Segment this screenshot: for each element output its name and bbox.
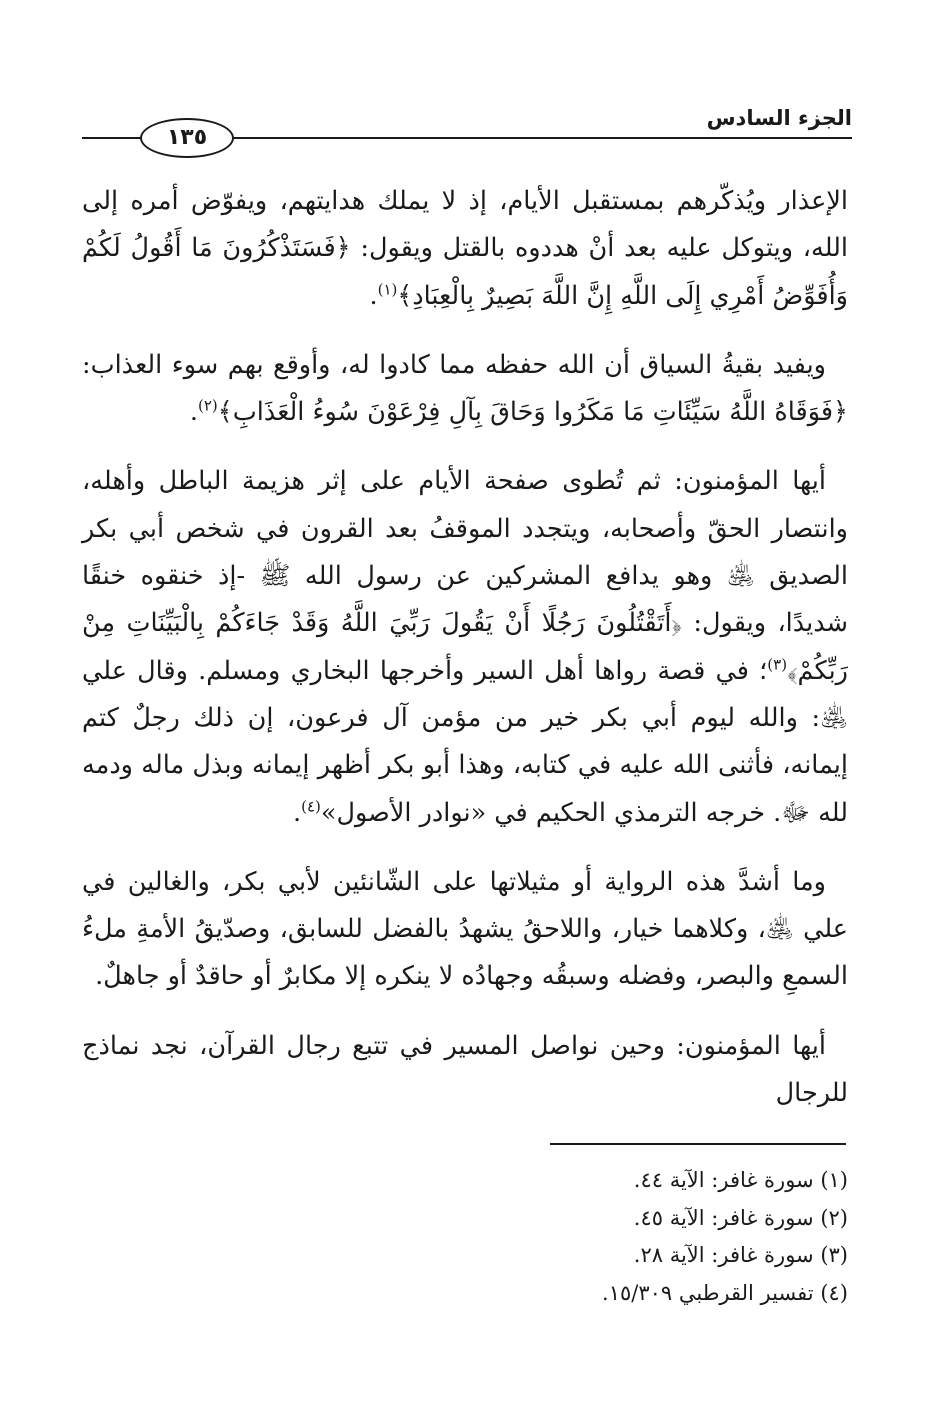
footnote-1: (١) سورة غافر: الآية ٤٤. xyxy=(633,1168,848,1192)
paragraph-text: أيها المؤمنون: ثم تُطوى صفحة الأيام على إثر هزيمة الباطل وأهله، وانتصار الحقّ وأصحابه، ويتجدد الموقفُ بعد القرون في شخص أبي بكر الصديق ﵁ وهو يدافع المشركين عن رسول الله ﷺ -إذ خنقوه خنقًا شديدًا، ويقول: xyxy=(82,466,848,639)
paragraph-text: ؛ في قصة رواها أهل السير وأخرجها البخاري ومسلم. وقال علي ﵁: والله ليوم أبي بكر خير من مؤمن آل فرعون، إن ذلك رجلٌ كتم إيمانه، فأثنى الله عليه في كتابه، وهذا أبو بكر أظهر إيمانه وبذل ماله ودمه لله ﷻ. خرجه الترمذي الحكيم في «نوادر الأصول» xyxy=(82,655,848,828)
footnote-ref: (٢) xyxy=(198,396,218,415)
running-title: الجزء السادس xyxy=(706,106,852,130)
page-header xyxy=(82,100,852,160)
paragraph-text: أيها المؤمنون: وحين نواصل المسير في تتبع رجال القرآن، نجد نماذج للرجال xyxy=(82,1030,848,1109)
paragraph-text: . xyxy=(189,397,198,428)
paragraph-text: الإعذار ويُذكّرهم بمستقبل الأيام، إذ لا يملك هدايتهم، ويفوّض أمره إلى الله، ويتوكل عليه بعد أنْ هددوه بالقتل ويقول: xyxy=(82,186,848,264)
paragraph-4 xyxy=(82,859,848,1001)
body-text xyxy=(82,178,848,1117)
footnotes xyxy=(248,1162,848,1312)
paragraph-5 xyxy=(82,1023,848,1118)
footnote-ref: (٣) xyxy=(767,655,788,674)
paragraph-text: ويفيد بقيةُ السياق أن الله حفظه مما كادوا له، وأوقع بهم سوء العذاب: xyxy=(82,349,826,380)
paragraph-1 xyxy=(82,178,848,320)
footnote-ref: (١) xyxy=(377,280,398,299)
quran-verse: ﴿فَسَتَذْكُرُونَ مَا أَقُولُ لَكُمْ وَأُفَوِّضُ أَمْرِي إِلَى اللَّهِ إِنَّ اللَّهَ بَصِيرٌ بِالْعِبَادِ﴾ xyxy=(82,233,848,311)
footnote-3: (٣) سورة غافر: الآية ٢٨. xyxy=(633,1243,848,1267)
footnote-2: (٢) سورة غافر: الآية ٤٥. xyxy=(633,1205,848,1230)
paragraph-text: . xyxy=(369,280,378,311)
footnote-4: (٤) تفسير القرطبي ١٥/٣٠٩. xyxy=(602,1280,848,1305)
page-number: ١٣٥ xyxy=(140,118,234,158)
quran-verse: ﴿فَوَقَاهُ اللَّهُ سَيِّئَاتِ مَا مَكَرُوا وَحَاقَ بِآلِ فِرْعَوْنَ سُوءُ الْعَذَابِ﴾ xyxy=(217,397,848,428)
quran-verse: ﴿أَتَقْتُلُونَ رَجُلًا أَنْ يَقُولَ رَبِّيَ اللَّهُ وَقَدْ جَاءَكُمْ بِالْبَيِّنَاتِ مِنْ رَبِّكُمْ﴾ xyxy=(82,608,848,686)
footnote-ref: (٤) xyxy=(301,797,321,816)
paragraph-text: وما أشدَّ هذه الرواية أو مثيلاتها على الشّانئين لأبي بكر، والغالين في علي ﵁، وكلاهما خيار، واللاحقُ يشهدُ بالفضل للسابق، وصدّيقُ الأمةِ ملءُ السمعِ والبصر، وفضله وسبقُه وجهادُه لا ينكره إلا مكابرٌ أو حاقدٌ أو جاهلٌ. xyxy=(82,866,848,992)
paragraph-text: . xyxy=(292,797,302,828)
paragraph-3 xyxy=(82,458,848,836)
footnote-rule xyxy=(550,1143,846,1145)
paragraph-2 xyxy=(82,342,848,437)
